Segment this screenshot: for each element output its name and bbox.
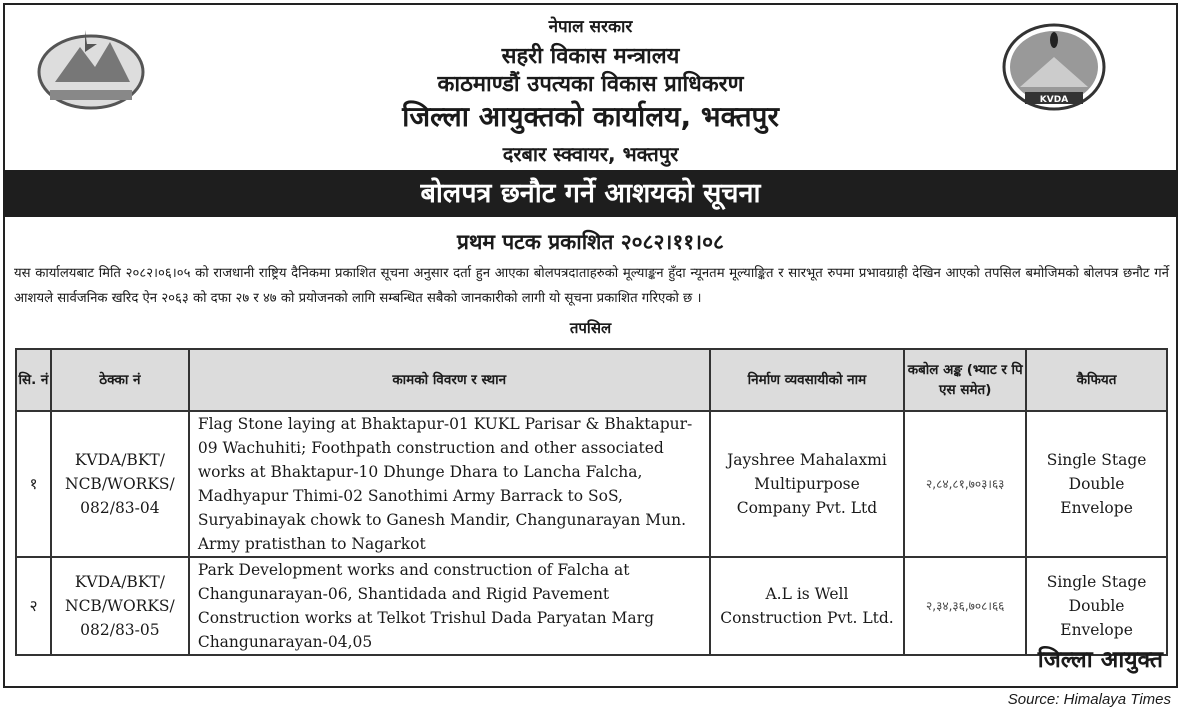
notice-body: यस कार्यालयबाट मिति २०८२।०६।०५ को राजधानी राष्ट्रिय दैनिकमा प्रकाशित सूचना अनुसार दर्ता हुन आएका बोलपत्रदाताहरुको मूल्याङ्कन हुँदा न्यूनतम मूल्याङ्कित र सारभूत रुपमा प्रभावग्राही देखिन आएको तपसिल बमोजिमको बोलपत्र छनौट गर्ने आशयले सार्वजनिक खरिद ऐन २०६३ को दफा २७ र ४७ को प्रयोजनको लागि सम्बन्धित सबैको जानकारीको लागी यो सूचना प्रकाशित गरिएको छ । xyxy=(14,266,1169,306)
header-authority: काठमाण्डौं उपत्यका विकास प्राधिकरण xyxy=(437,72,744,97)
bid-table xyxy=(15,348,1168,656)
cell-contractor: A.L is Well Construction Pvt. Ltd. xyxy=(710,557,905,655)
svg-text:KVDA: KVDA xyxy=(1039,95,1069,105)
cell-sn: १ xyxy=(16,411,51,557)
col-description: कामको विवरण र स्थान xyxy=(189,349,710,411)
notice-title: बोलपत्र छनौट गर्ने आशयको सूचना xyxy=(3,170,1178,217)
cell-contract: KVDA/BKT/ NCB/WORKS/ 082/83-05 xyxy=(51,557,189,655)
table-row xyxy=(16,557,1167,655)
published-date: प्रथम पटक प्रकाशित २०८२।११।०८ xyxy=(457,230,724,254)
table-row xyxy=(16,411,1167,557)
header-office: जिल्ला आयुक्तको कार्यालय, भक्तपुर xyxy=(402,100,779,133)
col-amount: कबोल अङ्क (भ्याट र पि एस समेत) xyxy=(904,349,1026,411)
cell-contractor: Jayshree Mahalaxmi Multipurpose Company Pvt. Ltd xyxy=(710,411,905,557)
source-credit: Source: Himalaya Times xyxy=(1007,691,1171,708)
cell-amount: २,३४,३६,७०८।६६ xyxy=(904,557,1026,655)
cell-amount: २,८४,८१,७०३।६३ xyxy=(904,411,1026,557)
col-sn: सि. नं xyxy=(16,349,51,411)
cell-sn: २ xyxy=(16,557,51,655)
col-contractor: निर्माण व्यवसायीको नाम xyxy=(710,349,905,411)
signatory: जिल्ला आयुक्त xyxy=(1037,647,1163,673)
header-address: दरबार स्क्वायर, भक्तपुर xyxy=(502,142,679,166)
cell-description: Park Development works and construction of Falcha at Changunarayan-06, Shantidada and Rigid Pavement Construction works at Telkot Trishul Dada Paryatan Marg Changunarayan-04,05 xyxy=(189,557,710,655)
cell-contract: KVDA/BKT/ NCB/WORKS/ 082/83-04 xyxy=(51,411,189,557)
header-line-1: नेपाल सरकार xyxy=(548,17,633,37)
col-contract: ठेक्का नं xyxy=(51,349,189,411)
cell-remarks: Single Stage Double Envelope xyxy=(1026,411,1167,557)
cell-remarks: Single Stage Double Envelope xyxy=(1026,557,1167,655)
col-remarks: कैफियत xyxy=(1026,349,1167,411)
table-header-row xyxy=(16,349,1167,411)
cell-description: Flag Stone laying at Bhaktapur-01 KUKL Parisar & Bhaktapur-09 Wachuhiti; Foothpath construction and other associated works at Bhaktapur-10 Dhunge Dhara to Lancha Falcha, Madhyapur Thimi-02 Sanothimi Army Barrack to SoS, Suryabinayak chowk to Ganesh Mandir, Changunarayan Mun. Army pratisthan to Nagarkot xyxy=(189,411,710,557)
header-ministry: सहरी विकास मन्त्रालय xyxy=(501,44,680,69)
schedule-heading: तपसिल xyxy=(569,319,612,337)
